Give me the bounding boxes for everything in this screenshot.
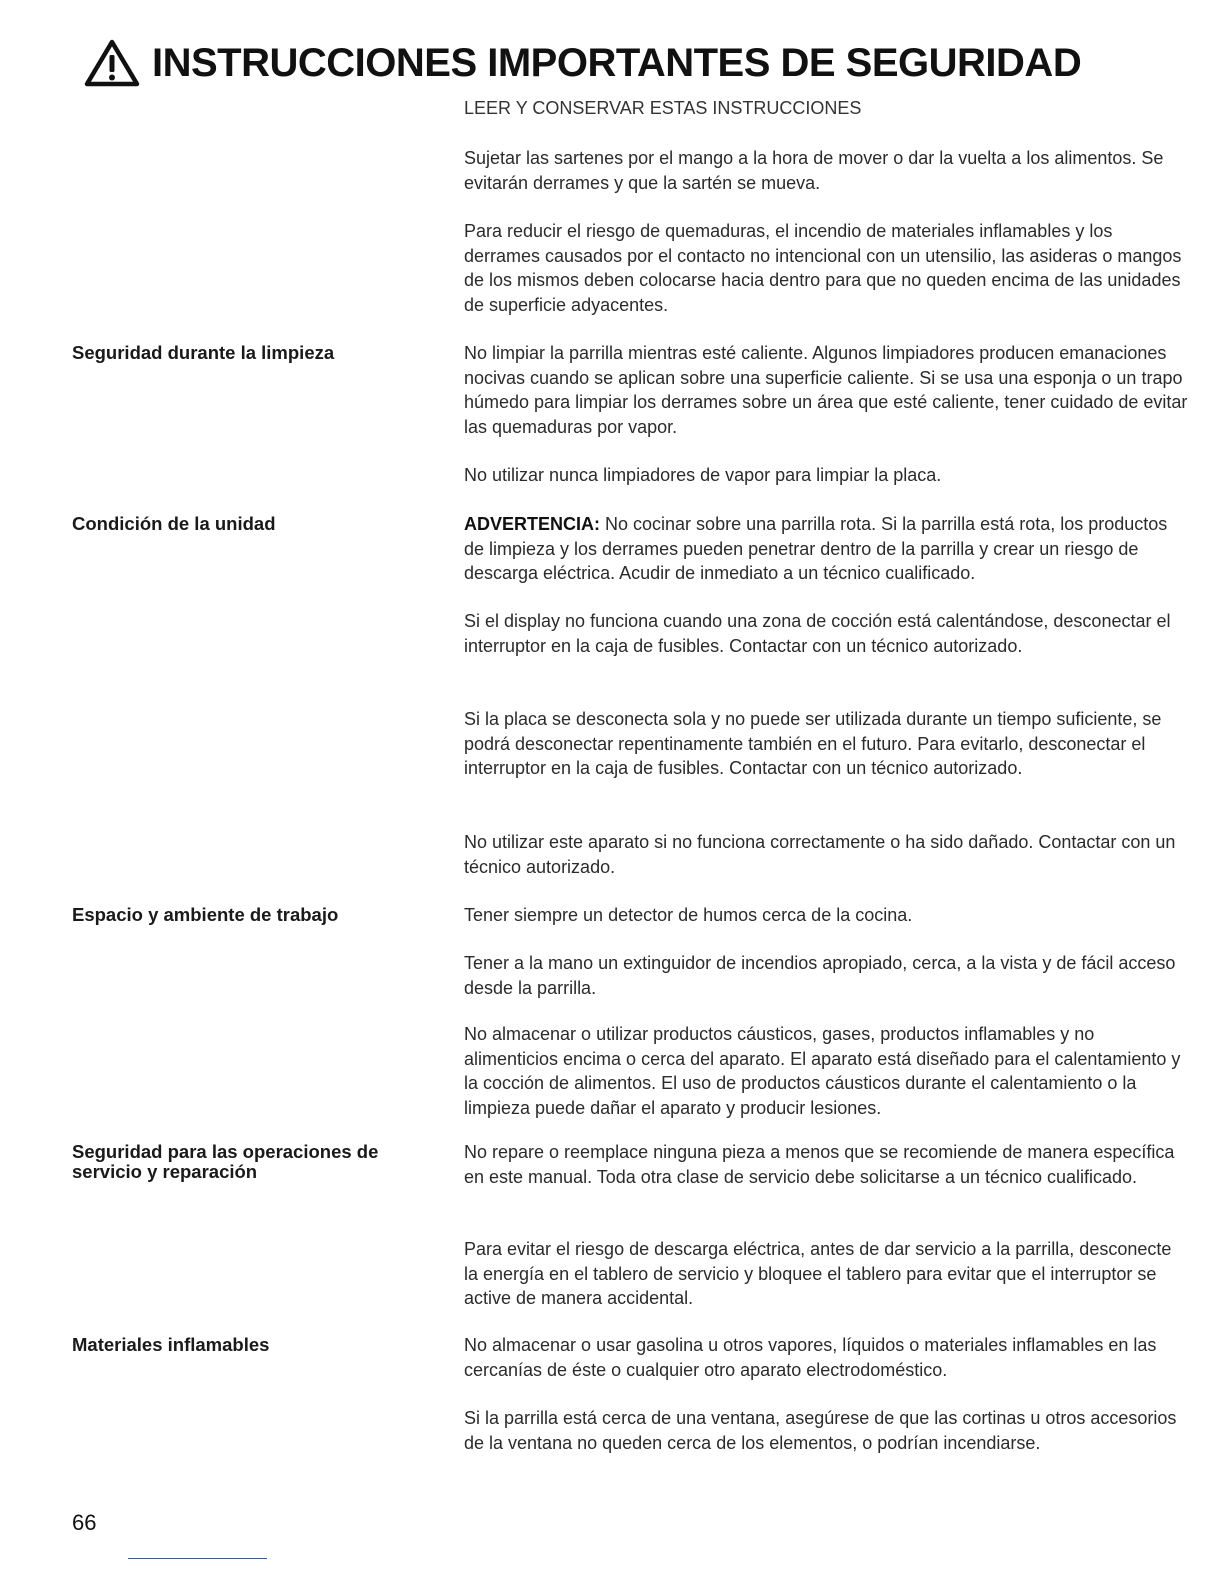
workspace-paragraph: Tener a la mano un extinguidor de incendios apropiado, cerca, a la vista y de fácil acceso desde la parrilla. [464,953,1176,998]
intro-paragraph: Sujetar las sartenes por el mango a la hora de mover o dar la vuelta a los alimentos. Se evitarán derrames y que la sartén se mueva. [464,148,1164,193]
footer-rule [128,1558,267,1559]
workspace-paragraph: No almacenar o utilizar productos cáusticos, gases, productos inflamables y no alimenticios encima o cerca del aparato. El aparato está diseñado para el calentamiento y la cocción de alimentos. El uso de productos cáusticos durante el calentamiento o la limpieza puede dañar el aparato y producir lesiones. [464,1024,1181,1118]
service-paragraph: No repare o reemplace ninguna pieza a menos que se recomiende de manera específica en este manual. Toda otra clase de servicio debe solicitarse a un técnico cualificado. [464,1142,1175,1187]
condition-paragraph: No utilizar este aparato si no funciona correctamente o ha sido dañado. Contactar con un técnico autorizado. [464,832,1176,877]
flammables-paragraph: No almacenar o usar gasolina u otros vapores, líquidos o materiales inflamables en las cercanías de éste o cualquier otro aparato electrodoméstico. [464,1335,1157,1380]
section-label-flammables: Materiales inflamables [72,1334,270,1355]
page-header [84,38,1081,88]
warning-text: No cocinar sobre una parrilla rota. Si la parrilla está rota, los productos de limpieza y los derrames pueden penetrar dentro de la parrilla y crear un riesgo de descarga eléctrica. Acudir de inmediato a un técnico cualificado. [464,514,1168,583]
cleaning-paragraph: No utilizar nunca limpiadores de vapor para limpiar la placa. [464,465,942,485]
workspace-paragraph: Tener siempre un detector de humos cerca de la cocina. [464,905,913,925]
warning-triangle-icon [84,38,140,88]
condition-paragraph: Si la placa se desconecta sola y no puede ser utilizada durante un tiempo suficiente, se podrá desconectar repentinamente también en el futuro. Para evitarlo, desconectar el interruptor en la caja de fusibles. Contactar con un técnico autorizado. [464,709,1162,778]
cleaning-paragraph: No limpiar la parrilla mientras esté caliente. Algunos limpiadores producen emanaciones nocivas cuando se aplican sobre una superficie caliente. Si se usa una esponja o un trapo húmedo para limpiar los derrames sobre un área que esté caliente, tener cuidado de evitar las quemaduras por vapor. [464,343,1188,437]
page-number: 66 [72,1510,97,1535]
page-subtitle: LEER Y CONSERVAR ESTAS INSTRUCCIONES [464,98,862,118]
service-paragraph: Para evitar el riesgo de descarga eléctrica, antes de dar servicio a la parrilla, desconecte la energía en el tablero de servicio y bloquee el tablero para evitar que el interruptor se active de manera accidental. [464,1239,1172,1308]
page-title: INSTRUCCIONES IMPORTANTES DE SEGURIDAD [152,40,1082,85]
section-label-condition: Condición de la unidad [72,513,276,534]
flammables-paragraph: Si la parrilla está cerca de una ventana, asegúrese de que las cortinas u otros accesorios de la ventana no queden cerca de los elementos, o podrían incendiarse. [464,1408,1177,1453]
section-label-cleaning: Seguridad durante la limpieza [72,342,335,363]
condition-warning-paragraph [464,512,1189,586]
section-label-service: Seguridad para las operaciones de servicio y reparación [72,1141,379,1182]
section-label-workspace: Espacio y ambiente de trabajo [72,904,339,925]
intro-paragraph: Para reducir el riesgo de quemaduras, el incendio de materiales inflamables y los derrames causados por el contacto no intencional con un utensilio, las asideras o mangos de los mismos deben colocarse hacia dentro para que no queden encima de las unidades de superficie adyacentes. [464,221,1182,315]
condition-paragraph: Si el display no funciona cuando una zona de cocción está calentándose, desconectar el interruptor en la caja de fusibles. Contactar con un técnico autorizado. [464,611,1171,656]
warning-lead: ADVERTENCIA: [464,514,601,534]
